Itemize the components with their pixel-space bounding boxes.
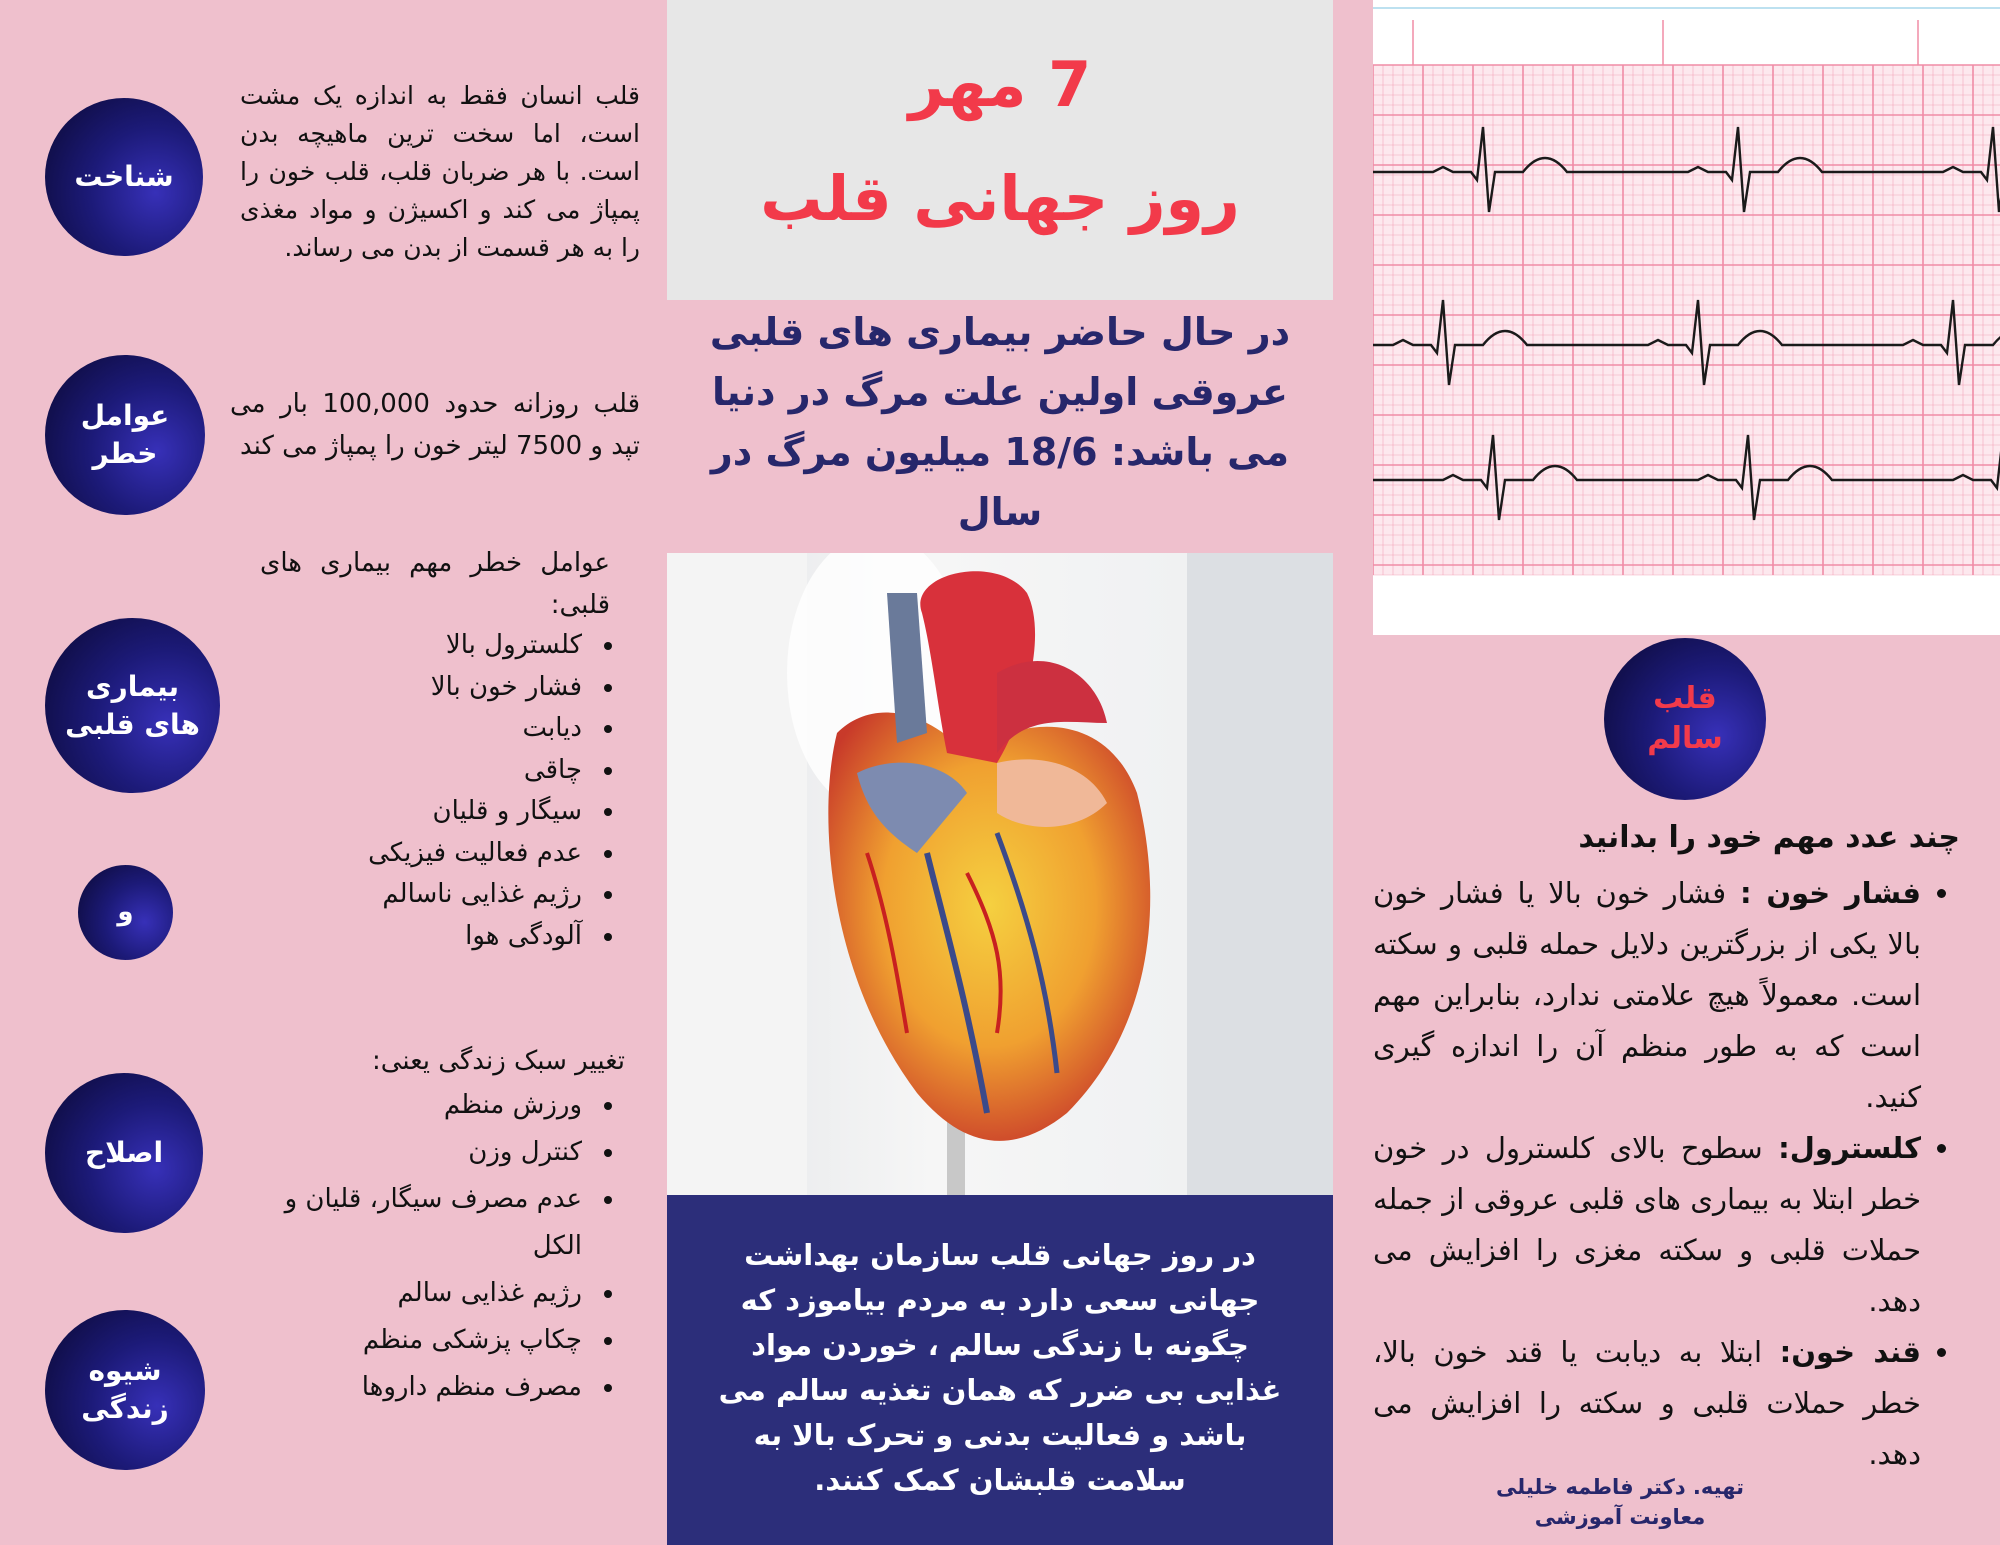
circle-risk-factors: عوامل خطر — [45, 355, 205, 515]
lifestyle-change-list — [250, 1082, 618, 1411]
who-note-box — [667, 1195, 1333, 1545]
list-item: • رژیم غذایی سالم — [250, 1270, 590, 1317]
credit-author: تهیه. دکتر فاطمه خلیلی — [1496, 1475, 1744, 1499]
list-item: • رژیم غذایی ناسالم — [250, 874, 590, 916]
list-item: • کلسترول بالا — [250, 625, 590, 667]
title-date: 7 مهر — [908, 48, 1092, 121]
circle-heart-disease: بیماری های قلبی — [45, 618, 220, 793]
ecg-strip — [1373, 0, 2000, 635]
credit-department: معاونت آموزشی — [1534, 1505, 1706, 1529]
list-item: • چاقی — [250, 750, 590, 792]
circle-lifestyle: شیوه زندگی — [45, 1310, 205, 1470]
important-numbers-list — [1373, 868, 1961, 1480]
heart-model-illustration — [667, 553, 1333, 1195]
number-item-text: سطوح بالای کلسترول در خون خطر ابتلا به بیماری های قلبی عروقی از جمله حملات قلبی و سکته مغزی را افزایش می دهد. — [1373, 1131, 1921, 1318]
list-item: • آلودگی هوا — [250, 916, 590, 958]
lifestyle-change-title: تغییر سبک زندگی یعنی: — [371, 1046, 625, 1076]
statistics-subtitle: در حال حاضر بیماری های قلبی عروقی اولین علت مرگ در دنیا می باشد: 18/6 میلیون مرگ در سال — [709, 310, 1291, 534]
page-title: روز جهانی قلب — [760, 162, 1240, 235]
list-item: • سیگار و قلیان — [250, 791, 590, 833]
important-numbers-heading: چند عدد مهم خود را بدانید — [1578, 820, 1960, 855]
circle-healthy-heart: قلب سالم — [1604, 638, 1766, 800]
number-item-label: قند خون: — [1779, 1335, 1922, 1369]
risk-factors-title: عوامل خطر مهم بیماری های قلبی: — [260, 548, 610, 620]
list-item: • مصرف منظم داروها — [250, 1364, 590, 1411]
number-item — [1373, 1327, 1921, 1480]
intro-paragraph: قلب انسان فقط به اندازه یک مشت است، اما سخت ترین ماهیچه بدن است. با هر ضربان قلب، قلب خون را پمپاژ می کند و اکسیژن و مواد مغذی را به هر قسمت از بدن می رساند. — [240, 81, 640, 262]
number-item-text: فشار خون بالا یا فشار خون بالا یکی از بزرگترین دلایل حمله قلبی و سکته است. معمولاً هیچ علامتی ندارد، بنابراین مهم است که به طور منظم آن را اندازه گیری کنید. — [1373, 876, 1921, 1114]
heart-model-image — [667, 553, 1333, 1195]
circle-recognition: شناخت — [45, 98, 203, 256]
number-item-text: ابتلا به دیابت یا قند خون بالا، خطر حملات قلبی و سکته را افزایش می دهد. — [1373, 1335, 1921, 1471]
list-item: • عدم مصرف سیگار، قلیان و الکل — [250, 1176, 590, 1270]
number-item-label: کلسترول: — [1778, 1131, 1921, 1165]
author-credit — [1480, 1472, 1760, 1532]
list-item: • چکاپ پزشکی منظم — [250, 1317, 590, 1364]
circle-reform: اصلاح — [45, 1073, 203, 1233]
risk-factors-list — [250, 625, 618, 957]
list-item: • دیابت — [250, 708, 590, 750]
number-item — [1373, 868, 1921, 1123]
who-note-text: در روز جهانی قلب سازمان بهداشت جهانی سعی دارد به مردم بیاموزد که چگونه با زندگی سالم ، خوردن مواد غذایی بی ضرر که همان تغذیه سالم می باشد و فعالیت بدنی و تحرک بالا به سلامت قلبشان کمک کنند. — [718, 1238, 1282, 1497]
list-item: • کنترل وزن — [250, 1129, 590, 1176]
number-item — [1373, 1123, 1921, 1327]
title-box — [667, 0, 1333, 300]
ecg-image — [1373, 0, 2000, 635]
list-item: • فشار خون بالا — [250, 667, 590, 709]
number-item-label: فشار خون : — [1740, 876, 1921, 910]
daily-heartbeat-paragraph: قلب روزانه حدود 100,000 بار می تپد و 7500 لیتر خون را پمپاژ می کند — [230, 389, 641, 461]
circle-and: و — [78, 865, 173, 960]
list-item: • ورزش منظم — [250, 1082, 590, 1129]
list-item: • عدم فعالیت فیزیکی — [250, 833, 590, 875]
